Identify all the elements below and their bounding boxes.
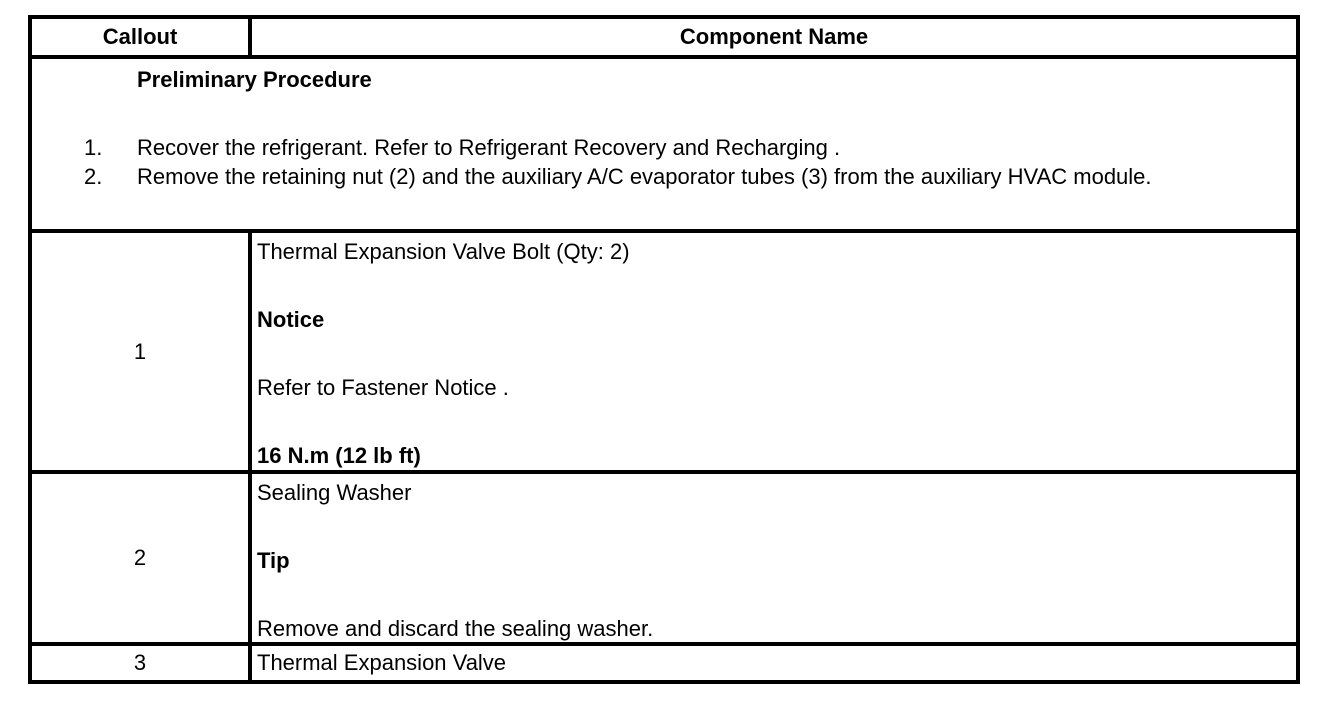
tip-text: Remove and discard the sealing washer. — [257, 616, 654, 641]
step-text: Remove the retaining nut (2) and the auxiliary A/C evaporator tubes (3) from the auxiliary HVAC module. — [137, 164, 1152, 189]
preliminary-procedure-title: Preliminary Procedure — [137, 67, 372, 92]
component-cell — [250, 644, 1298, 682]
header-row — [30, 17, 1298, 57]
procedure-table — [28, 15, 1300, 684]
preliminary-procedure-cell — [30, 57, 1298, 231]
callout-cell: 1 — [30, 231, 250, 472]
component-name: Thermal Expansion Valve Bolt (Qty: 2) — [257, 239, 630, 264]
header-component-name: Component Name — [250, 17, 1298, 57]
component-cell — [250, 472, 1298, 644]
table-row — [30, 231, 1298, 472]
notice-heading: Notice — [257, 307, 325, 332]
header-callout: Callout — [30, 17, 250, 57]
step-number: 1. — [84, 135, 103, 160]
step-number: 2. — [84, 164, 103, 189]
component-name: Sealing Washer — [257, 480, 412, 505]
table-row — [30, 472, 1298, 644]
torque-spec: 16 N.m (12 lb ft) — [257, 443, 421, 468]
preliminary-row — [30, 57, 1298, 231]
notice-text: Refer to Fastener Notice . — [257, 375, 509, 400]
step-text: Recover the refrigerant. Refer to Refrigerant Recovery and Recharging . — [137, 135, 841, 160]
component-cell — [250, 231, 1298, 472]
tip-heading: Tip — [257, 548, 290, 573]
table-row — [30, 644, 1298, 682]
callout-cell: 2 — [30, 472, 250, 644]
component-name: Thermal Expansion Valve — [257, 650, 507, 675]
callout-cell: 3 — [30, 644, 250, 682]
